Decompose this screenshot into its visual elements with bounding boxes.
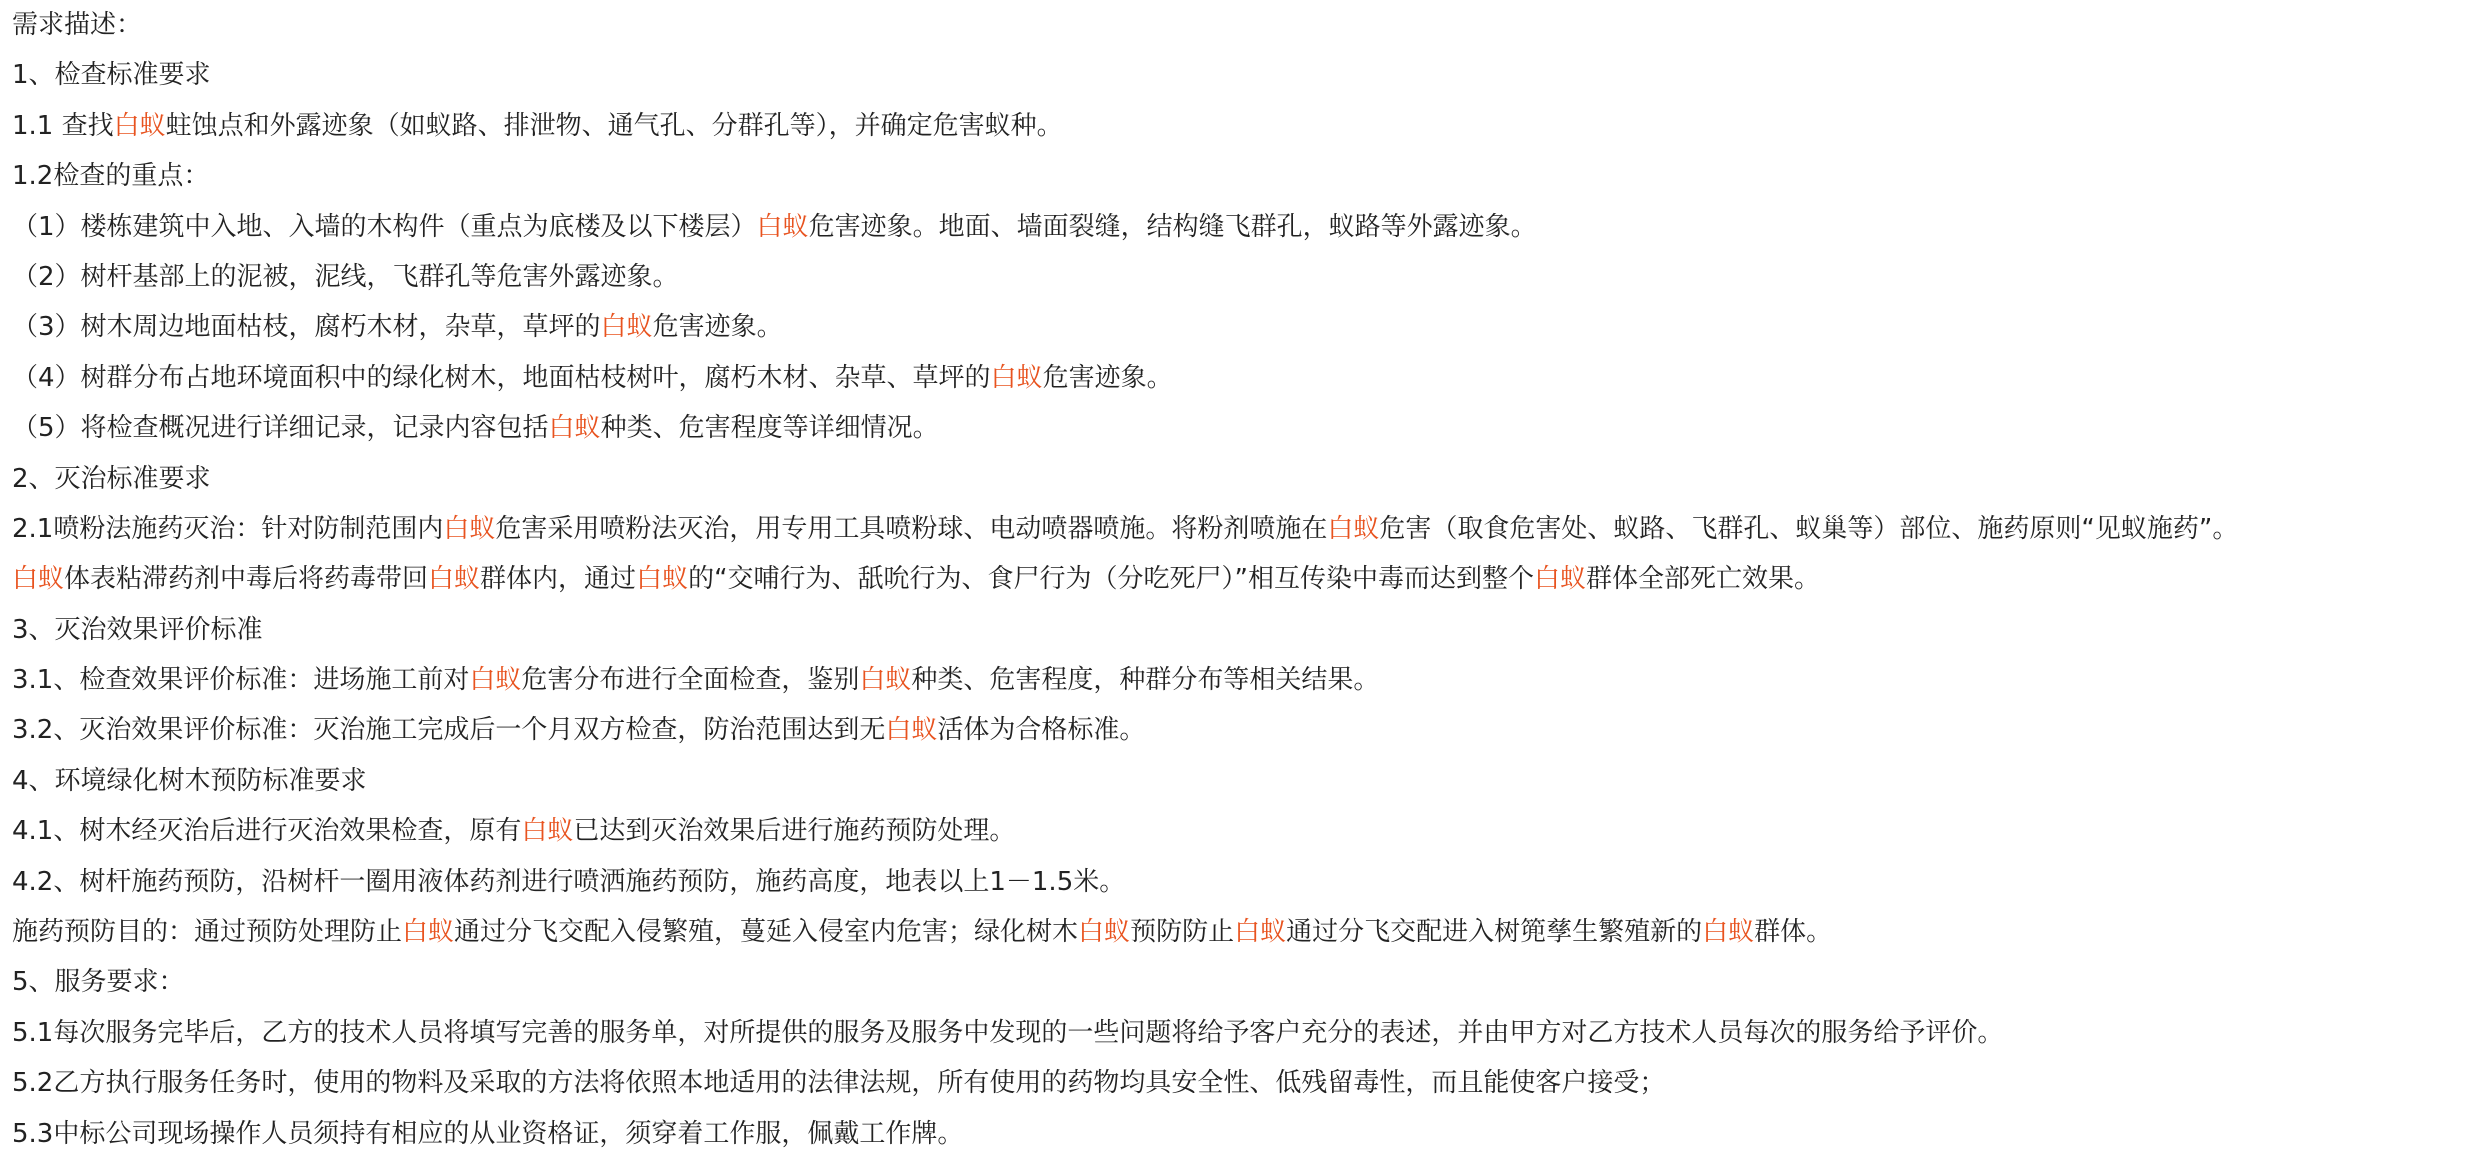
keyword-highlight: 白蚁 <box>469 665 522 696</box>
doc-line-purpose: 施药预防目的：通过预防处理防止白蚁通过分飞交配入侵繁殖，蔓延入侵室内危害；绿化树木白蚁预防防止白蚁通过分飞交配进入树篼孳生繁殖新的白蚁群体。 <box>12 917 1833 948</box>
keyword-highlight: 白蚁 <box>113 110 166 141</box>
doc-line-section-3: 3、灭治效果评价标准 <box>12 614 263 645</box>
keyword-highlight: 白蚁 <box>1702 917 1755 948</box>
doc-line-2-1: 2.1喷粉法施药灭治：针对防制范围内白蚁危害采用喷粉法灭治，用专用工具喷粉球、电动喷器喷施。将粉剂喷施在白蚁危害（取食危害处、蚁路、飞群孔、蚁巢等）部位、施药原则“见蚁施药”。 <box>12 513 2239 544</box>
keyword-highlight: 白蚁 <box>1078 917 1131 948</box>
doc-line-3-1: 3.1、检查效果评价标准：进场施工前对白蚁危害分布进行全面检查，鉴别白蚁种类、危害程度，种群分布等相关结果。 <box>12 665 1380 696</box>
doc-line-section-4: 4、环境绿化树木预防标准要求 <box>12 765 367 796</box>
doc-line-1-2-item-3: （3）树木周边地面枯枝，腐朽木材，杂草，草坪的白蚁危害迹象。 <box>12 312 783 343</box>
keyword-highlight: 白蚁 <box>402 917 455 948</box>
keyword-highlight: 白蚁 <box>1327 513 1380 544</box>
doc-line-1-1: 1.1 查找白蚁蛀蚀点和外露迹象（如蚁路、排泄物、通气孔、分群孔等），并确定危害蚁种。 <box>12 110 1063 141</box>
keyword-highlight: 白蚁 <box>1534 564 1587 595</box>
doc-line-5-2: 5.2乙方执行服务任务时，使用的物料及采取的方法将依照本地适用的法律法规，所有使用的药物均具安全性、低残留毒性，而且能使客户接受； <box>12 1068 1666 1099</box>
doc-line-1-2-item-2: （2）树杆基部上的泥被，泥线，飞群孔等危害外露迹象。 <box>12 261 679 292</box>
doc-line-5-1: 5.1每次服务完毕后，乙方的技术人员将填写完善的服务单，对所提供的服务及服务中发现的一些问题将给予客户充分的表述，并由甲方对乙方技术人员每次的服务给予评价。 <box>12 1017 2004 1048</box>
keyword-highlight: 白蚁 <box>859 665 912 696</box>
doc-line-1-2-item-4: （4）树群分布占地环境面积中的绿化树木，地面枯枝树叶，腐朽木材、杂草、草坪的白蚁危害迹象。 <box>12 362 1173 393</box>
requirements-document <box>12 0 2462 1159</box>
keyword-highlight: 白蚁 <box>636 564 689 595</box>
keyword-highlight: 白蚁 <box>521 816 574 847</box>
doc-line-3-2: 3.2、灭治效果评价标准：灭治施工完成后一个月双方检查，防治范围达到无白蚁活体为合格标准。 <box>12 715 1146 746</box>
doc-line-2-1-cont: 白蚁体表粘滞药剂中毒后将药毒带回白蚁群体内，通过白蚁的“交哺行为、舐吮行为、食尸行为（分吃死尸）”相互传染中毒而达到整个白蚁群体全部死亡效果。 <box>12 564 1821 595</box>
doc-line-1-2-item-5: （5）将检查概况进行详细记录，记录内容包括白蚁种类、危害程度等详细情况。 <box>12 413 939 444</box>
keyword-highlight: 白蚁 <box>600 312 653 343</box>
doc-line-heading: 需求描述： <box>12 10 143 40</box>
doc-line-4-1: 4.1、树木经灭治后进行灭治效果检查，原有白蚁已达到灭治效果后进行施药预防处理。 <box>12 816 1016 847</box>
keyword-highlight: 白蚁 <box>1234 917 1287 948</box>
doc-line-4-2: 4.2、树杆施药预防，沿树杆一圈用液体药剂进行喷洒施药预防，施药高度，地表以上1－1.5米。 <box>12 866 1126 897</box>
doc-line-section-1: 1、检查标准要求 <box>12 60 211 91</box>
doc-line-1-2-item-1: （1）楼栋建筑中入地、入墙的木构件（重点为底楼及以下楼层）白蚁危害迹象。地面、墙面裂缝，结构缝飞群孔，蚁路等外露迹象。 <box>12 211 1537 242</box>
keyword-highlight: 白蚁 <box>990 362 1043 393</box>
doc-line-1-2: 1.2检查的重点： <box>12 161 210 192</box>
doc-line-section-5: 5、服务要求： <box>12 967 185 998</box>
doc-line-section-2: 2、灭治标准要求 <box>12 463 211 494</box>
keyword-highlight: 白蚁 <box>12 564 65 595</box>
keyword-highlight: 白蚁 <box>443 513 496 544</box>
keyword-highlight: 白蚁 <box>885 715 938 746</box>
keyword-highlight: 白蚁 <box>428 564 481 595</box>
keyword-highlight: 白蚁 <box>756 211 809 242</box>
keyword-highlight: 白蚁 <box>548 413 601 444</box>
doc-line-5-3: 5.3中标公司现场操作人员须持有相应的从业资格证，须穿着工作服，佩戴工作牌。 <box>12 1118 964 1149</box>
